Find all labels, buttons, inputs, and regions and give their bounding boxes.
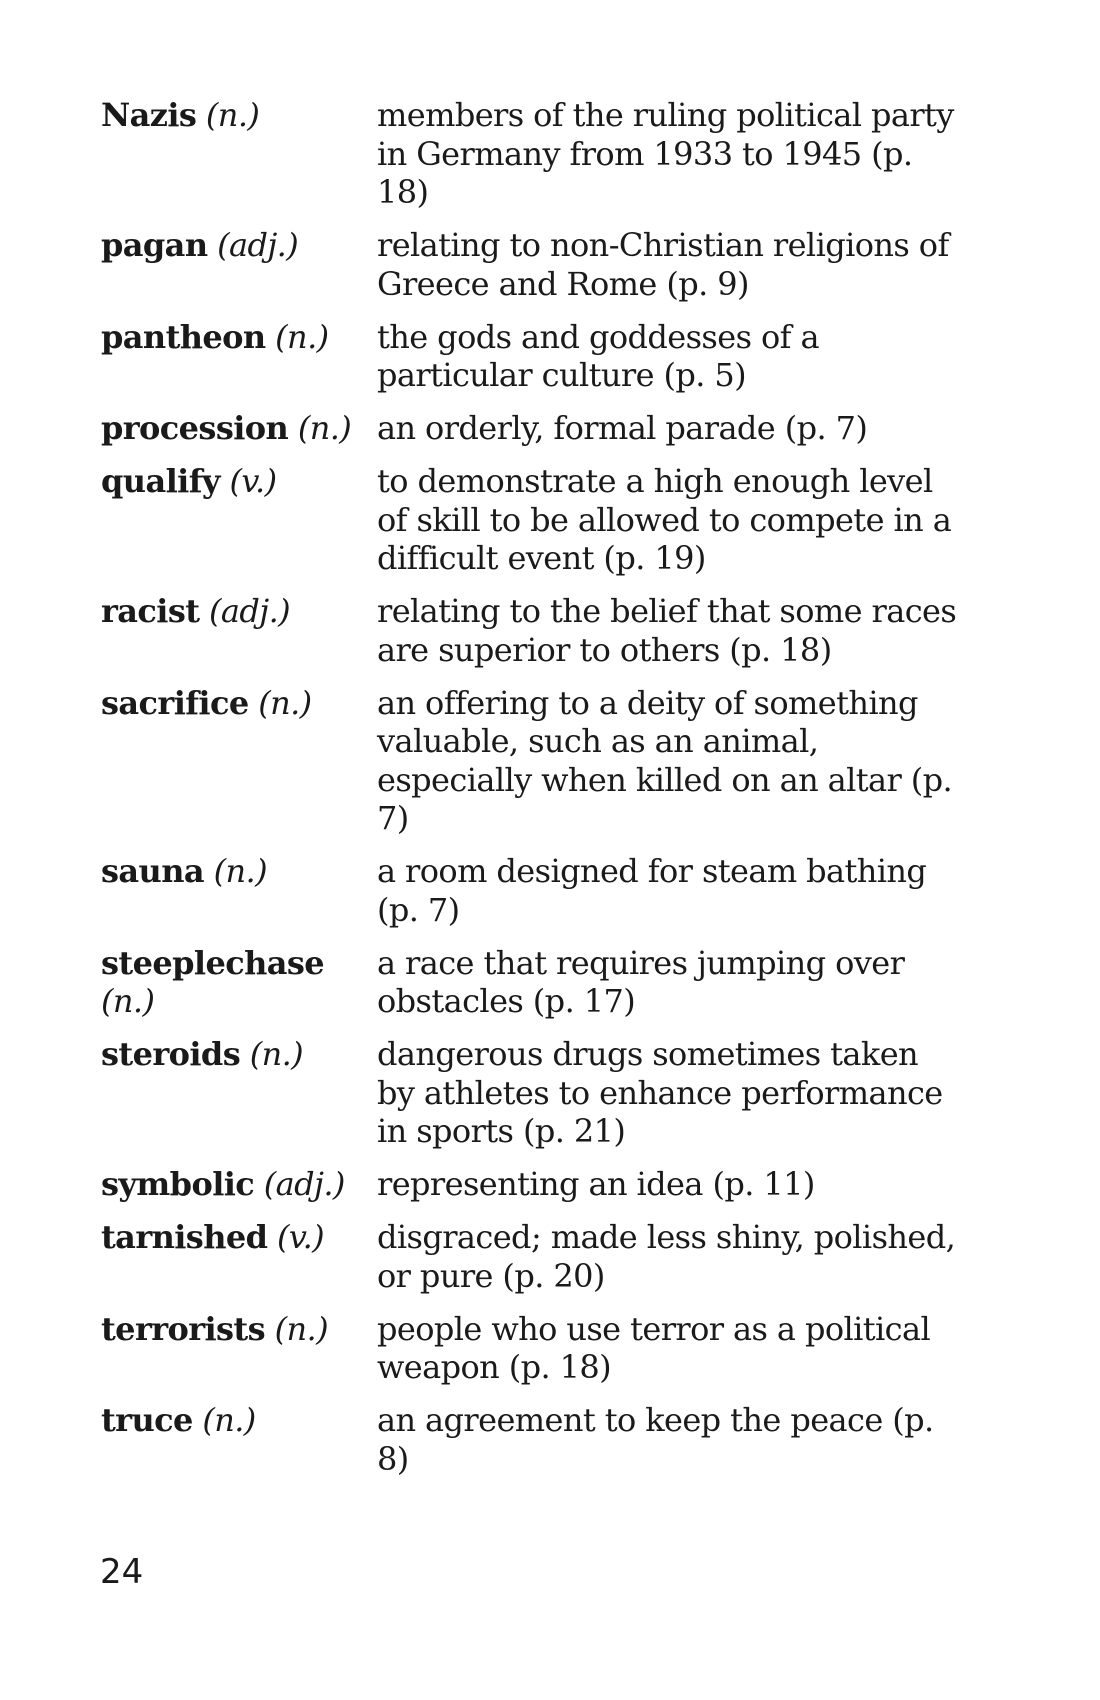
part-of-speech: (v.) (277, 1218, 325, 1256)
glossary-term: steeplechase (101, 943, 325, 982)
glossary-entry (101, 96, 981, 212)
part-of-speech: (n.) (258, 683, 312, 722)
glossary-term: sauna (101, 852, 205, 890)
glossary-entry (101, 592, 981, 669)
glossary-term: truce (101, 1401, 193, 1439)
glossary-definition: representing an idea (p. 11) (377, 1165, 815, 1203)
page-number: 24 (100, 1552, 144, 1592)
glossary-term: sacrifice (101, 683, 249, 722)
glossary-term: pagan (101, 226, 208, 264)
term-cell (101, 318, 377, 357)
glossary-entry (101, 409, 981, 448)
glossary-entry (101, 684, 981, 838)
part-of-speech: (n.) (213, 852, 267, 890)
term-cell (101, 944, 377, 1021)
glossary-entry (101, 852, 981, 929)
glossary-definition: the gods and goddesses of a particular culture (p. 5) (377, 317, 819, 394)
term-cell (101, 1310, 377, 1349)
term-cell (101, 96, 377, 135)
term-cell (101, 852, 377, 891)
part-of-speech: (v.) (229, 462, 277, 500)
glossary-term: steroids (101, 1035, 241, 1073)
part-of-speech: (adj.) (209, 592, 291, 630)
glossary-entry (101, 1310, 981, 1387)
glossary-definition: members of the ruling political party in Germany from 1933 to 1945 (p. 18) (377, 96, 954, 211)
part-of-speech: (n.) (274, 1309, 328, 1348)
glossary-term: terrorists (101, 1309, 266, 1348)
part-of-speech: (n.) (275, 317, 329, 356)
part-of-speech: (n.) (202, 1401, 256, 1439)
part-of-speech: (n.) (101, 982, 155, 1020)
term-cell (101, 1401, 377, 1440)
glossary-definition: an orderly, formal parade (p. 7) (377, 409, 868, 447)
glossary-term: pantheon (101, 317, 266, 356)
glossary-entry (101, 1218, 981, 1295)
glossary-term: symbolic (101, 1165, 255, 1203)
term-cell (101, 1218, 377, 1257)
glossary-entry (101, 462, 981, 578)
term-cell (101, 1035, 377, 1074)
glossary-entry (101, 1401, 981, 1478)
glossary-term: tarnished (101, 1218, 268, 1256)
term-cell (101, 592, 377, 631)
glossary-definition: relating to the belief that some races are superior to others (p. 18) (377, 592, 957, 669)
glossary-entry (101, 944, 981, 1021)
glossary-term: racist (101, 592, 200, 630)
term-cell (101, 462, 377, 501)
term-cell (101, 1165, 377, 1204)
glossary-term: qualify (101, 462, 220, 500)
glossary-definition: people who use terror as a political weapon (p. 18) (377, 1309, 931, 1386)
glossary-definition: a room designed for steam bathing (p. 7) (377, 852, 927, 929)
glossary-definition: an agreement to keep the peace (p. 8) (377, 1401, 934, 1478)
glossary-definition: dangerous drugs sometimes taken by athletes to enhance performance in sports (p. 21) (377, 1035, 943, 1150)
glossary-entry (101, 1165, 981, 1204)
glossary-definition: an offering to a deity of something valuable, such as an animal, especially when killed on an altar (p. 7) (377, 683, 953, 837)
glossary-term: procession (101, 409, 289, 447)
term-cell (101, 684, 377, 723)
part-of-speech: (adj.) (217, 226, 299, 264)
part-of-speech: (n.) (297, 409, 352, 447)
glossary-definition: disgraced; made less shiny, polished, or pure (p. 20) (377, 1218, 956, 1295)
part-of-speech: (n.) (205, 96, 260, 134)
term-cell (101, 226, 377, 265)
term-cell (101, 409, 377, 448)
glossary-entry (101, 318, 981, 395)
glossary-definition: relating to non-Christian religions of Greece and Rome (p. 9) (377, 226, 949, 303)
glossary-entry (101, 1035, 981, 1151)
part-of-speech: (adj.) (263, 1165, 345, 1203)
glossary-definition: to demonstrate a high enough level of skill to be allowed to compete in a difficult event (p. 19) (377, 462, 952, 577)
glossary-list (101, 96, 981, 1493)
glossary-definition: a race that requires jumping over obstacles (p. 17) (377, 943, 905, 1020)
glossary-term: Nazis (101, 96, 197, 134)
part-of-speech: (n.) (249, 1035, 304, 1073)
glossary-entry (101, 226, 981, 303)
